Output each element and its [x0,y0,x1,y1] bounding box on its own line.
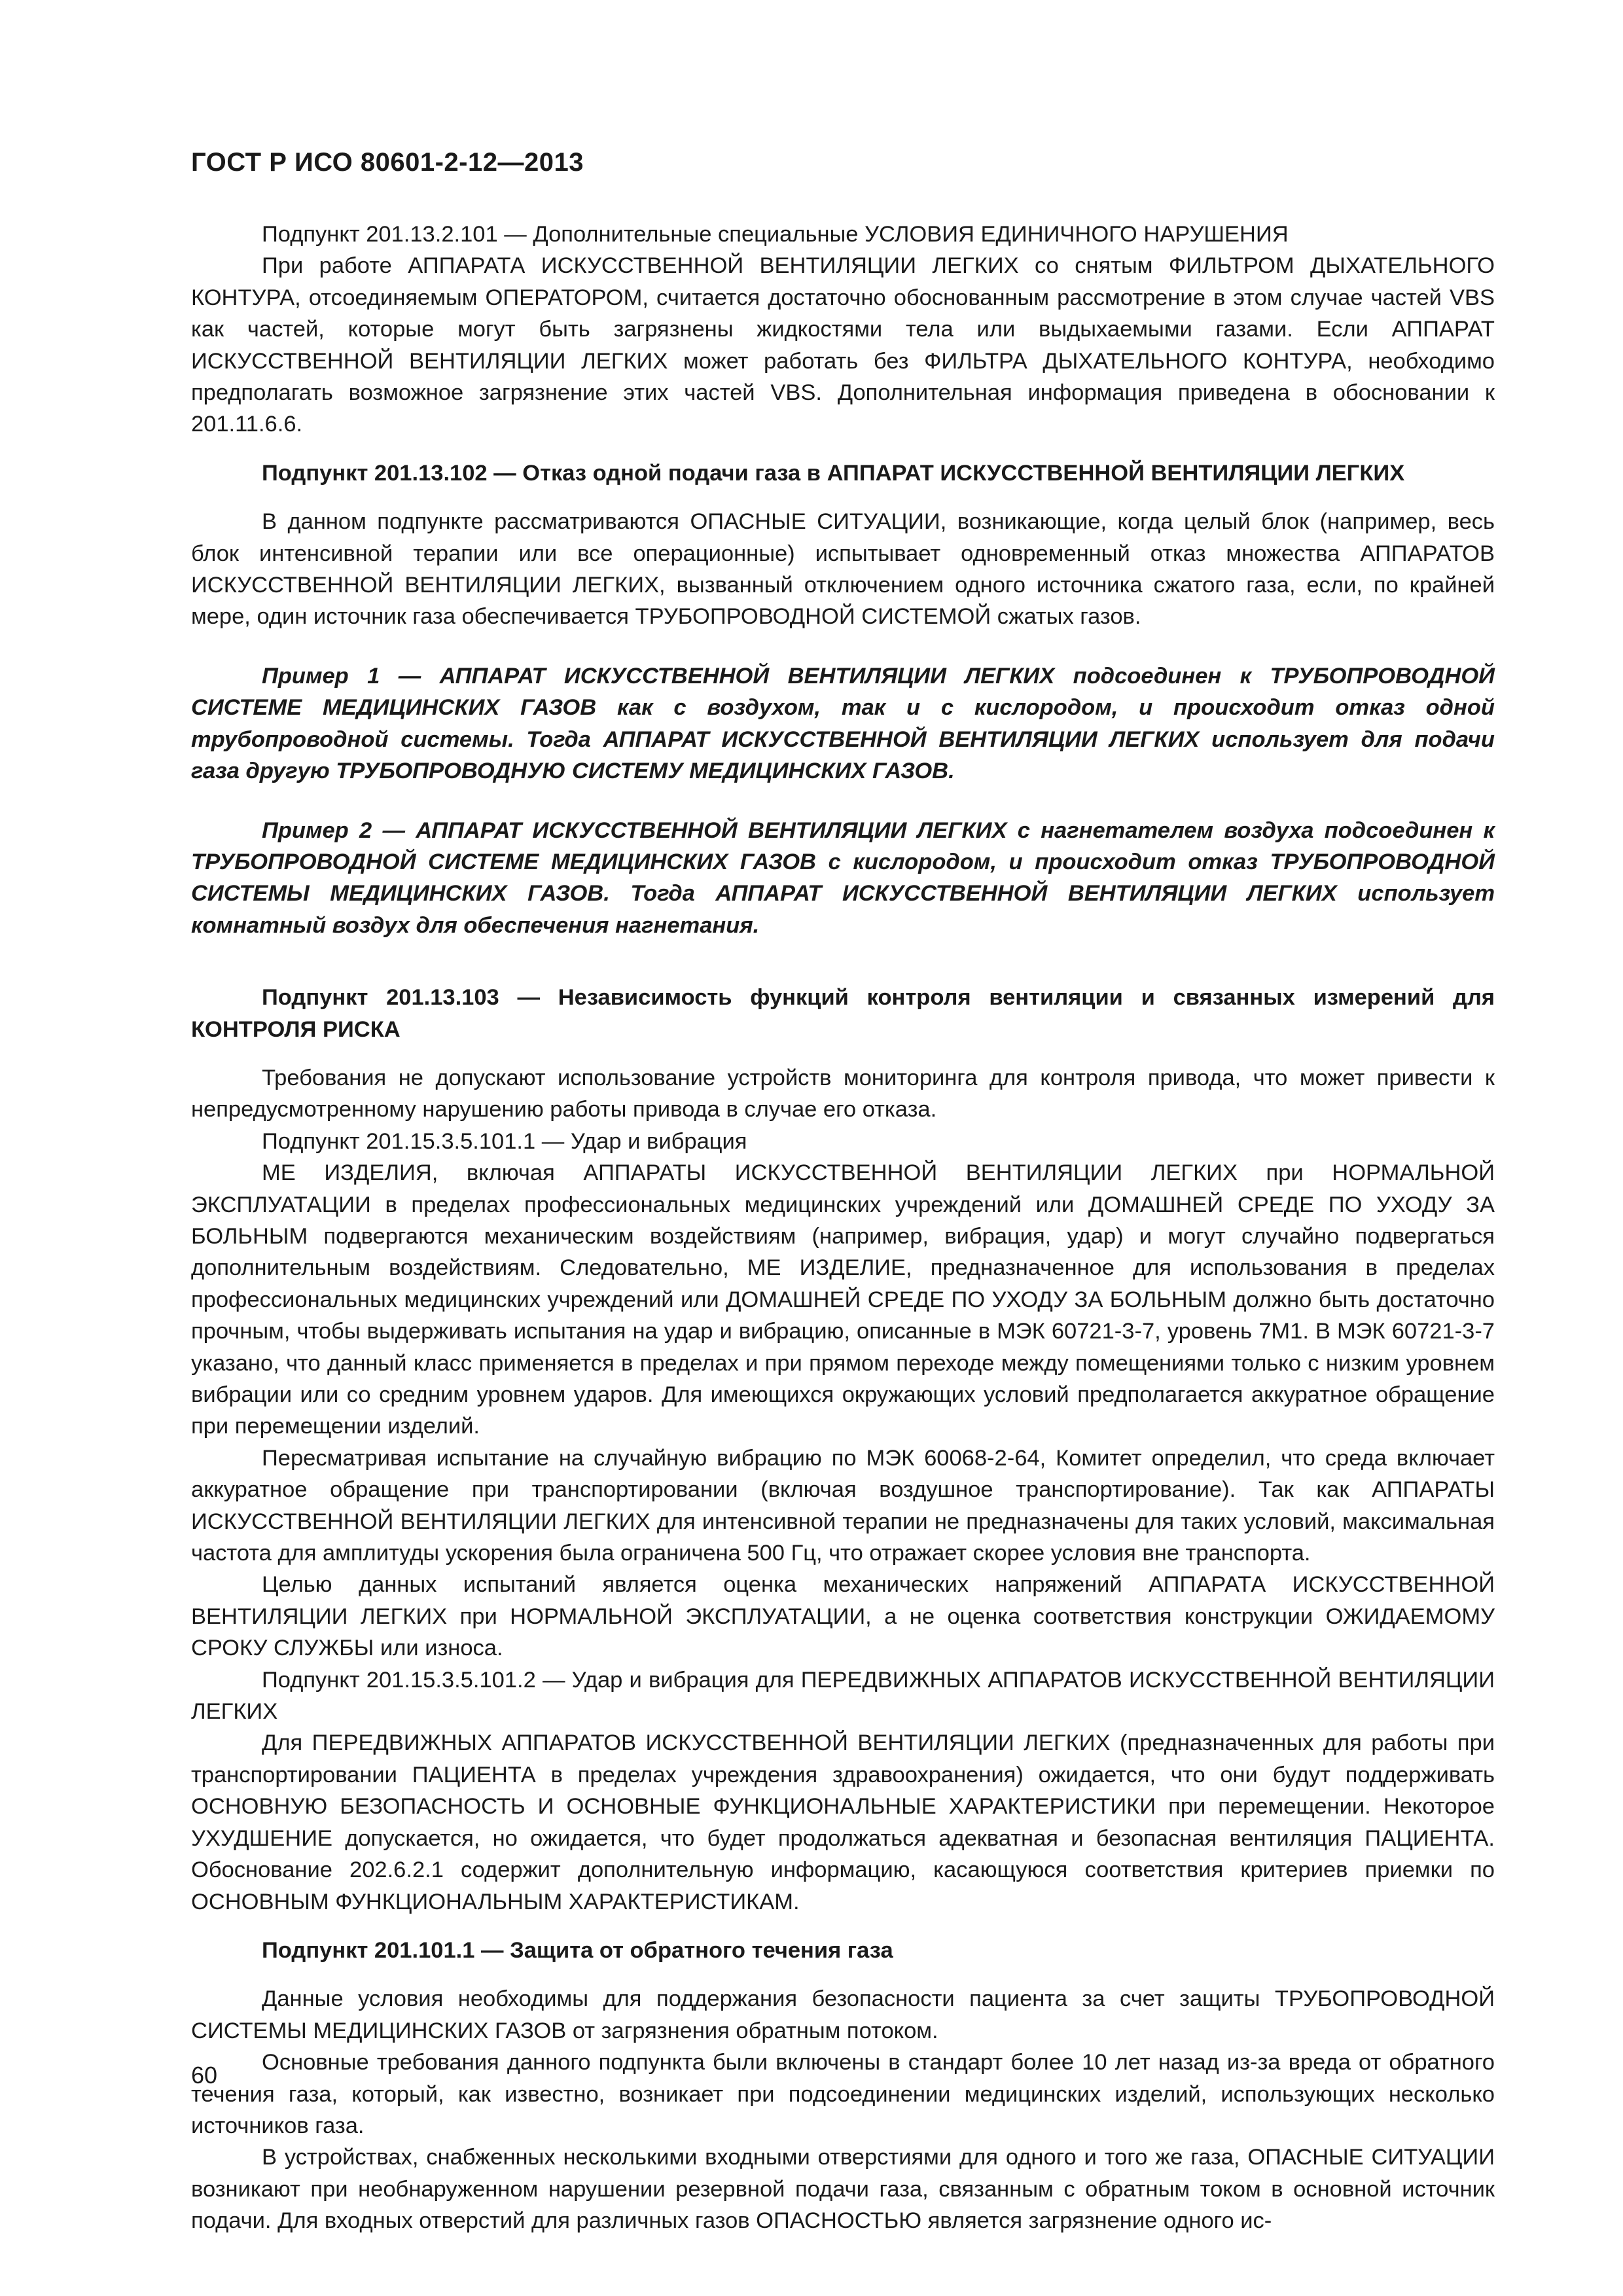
paragraph: Пересматривая испытание на случайную вибрацию по МЭК 60068-2-64, Комитет определил, что среда включает аккуратное обращение при транспортировании (включая воздушное транспортирование). Так как АППАРАТЫ ИСКУССТВЕННОЙ ВЕНТИЛЯЦИИ ЛЕГКИХ для интенсивной терапии не предназначены для таких условий, максимальная частота для амплитуды ускорения была ограничена 500 Гц, что отражает скорее условия вне транспорта. [191,1445,1495,1566]
page-number: 60 [191,2062,218,2089]
paragraph: Подпункт 201.15.3.5.101.1 — Удар и вибрация [262,1128,747,1154]
paragraph: Данные условия необходимы для поддержания безопасности пациента за счет защиты ТРУБОПРОВОДНОЙ СИСТЕМЫ МЕДИЦИНСКИХ ГАЗОВ от загрязнения обратным потоком. [191,1986,1495,2043]
section-heading: Подпункт 201.13.103 — Независимость функций контроля вентиляции и связанных измерений для КОНТРОЛЯ РИСКА [191,985,1495,1042]
document-body [191,219,1495,2237]
section-heading: Подпункт 201.13.102 — Отказ одной подачи газа в АППАРАТ ИСКУССТВЕННОЙ ВЕНТИЛЯЦИИ ЛЕГКИХ [262,460,1405,486]
example-paragraph: Пример 1 — АППАРАТ ИСКУССТВЕННОЙ ВЕНТИЛЯЦИИ ЛЕГКИХ подсоединен к ТРУБОПРОВОДНОЙ СИСТЕМЕ МЕДИЦИНСКИХ ГАЗОВ как с воздухом, так и с кислородом, и происходит отказ одной трубопроводной системы. Тогда АППАРАТ ИСКУССТВЕННОЙ ВЕНТИЛЯЦИИ ЛЕГКИХ использует для подачи газа другую ТРУБОПРОВОДНУЮ СИСТЕМУ МЕДИЦИНСКИХ ГАЗОВ. [191,663,1495,784]
paragraph: Подпункт 201.13.2.101 — Дополнительные специальные УСЛОВИЯ ЕДИНИЧНОГО НАРУШЕНИЯ [262,222,1289,247]
paragraph: Требования не допускают использование устройств мониторинга для контроля привода, что может привести к непредусмотренному нарушению работы привода в случае его отказа. [191,1065,1495,1122]
document-header: ГОСТ Р ИСО 80601-2-12—2013 [191,148,584,177]
paragraph: Подпункт 201.15.3.5.101.2 — Удар и вибрация для ПЕРЕДВИЖНЫХ АППАРАТОВ ИСКУССТВЕННОЙ ВЕНТИЛЯЦИИ ЛЕГКИХ [191,1667,1495,1725]
section-heading: Подпункт 201.101.1 — Защита от обратного течения газа [262,1937,893,1963]
paragraph: МЕ ИЗДЕЛИЯ, включая АППАРАТЫ ИСКУССТВЕННОЙ ВЕНТИЛЯЦИИ ЛЕГКИХ при НОРМАЛЬНОЙ ЭКСПЛУАТАЦИИ в пределах профессиональных медицинских учреждений или ДОМАШНЕЙ СРЕДЕ ПО УХОДУ ЗА БОЛЬНЫМ подвергаются механическим воздействиям (например, вибрация, удар) и могут случайно подвергаться дополнительным воздействиям. Следовательно, МЕ ИЗДЕЛИЕ, предназначенное для использования в пределах профессиональных медицинских учреждений или ДОМАШНЕЙ СРЕДЕ ПО УХОДУ ЗА БОЛЬНЫМ должно быть достаточно прочным, чтобы выдерживать испытания на удар и вибрацию, описанные в МЭК 60721-3-7, уровень 7M1. В МЭК 60721-3-7 указано, что данный класс применяется в пределах и при прямом переходе между помещениями только с низким уровнем вибрации или со средним уровнем ударов. Для имеющихся окружающих условий предполагается аккуратное обращение при перемещении изделий. [191,1160,1495,1439]
paragraph: В данном подпункте рассматриваются ОПАСНЫЕ СИТУАЦИИ, возникающие, когда целый блок (например, весь блок интенсивной терапии или все операционные) испытывает одновременный отказ множества АППАРАТОВ ИСКУССТВЕННОЙ ВЕНТИЛЯЦИИ ЛЕГКИХ, вызванный отключением одного источника сжатого газа, если, по крайней мере, один источник газа обеспечивается ТРУБОПРОВОДНОЙ СИСТЕМОЙ сжатых газов. [191,509,1495,630]
paragraph: Основные требования данного подпункта были включены в стандарт более 10 лет назад из-за вреда от обратного течения газа, который, как известно, возникает при подсоединении медицинских изделий, использующих несколько источников газа. [191,2050,1495,2138]
paragraph: В устройствах, снабженных несколькими входными отверстиями для одного и того же газа, ОПАСНЫЕ СИТУАЦИИ возникают при необнаруженном нарушении резервной подачи газа, связанным с обратным током в основной источник подачи. Для входных отверстий для различных газов ОПАСНОСТЬЮ является загрязнение одного ис- [191,2145,1495,2234]
paragraph: Для ПЕРЕДВИЖНЫХ АППАРАТОВ ИСКУССТВЕННОЙ ВЕНТИЛЯЦИИ ЛЕГКИХ (предназначенных для работы при транспортировании ПАЦИЕНТА в пределах учреждения здравоохранения) ожидается, что они будут поддерживать ОСНОВНУЮ БЕЗОПАСНОСТЬ И ОСНОВНЫЕ ФУНКЦИОНАЛЬНЫЕ ХАРАКТЕРИСТИКИ при перемещении. Некоторое УХУДШЕНИЕ допускается, но ожидается, что будет продолжаться адекватная и безопасная вентиляция ПАЦИЕНТА. Обоснование 202.6.2.1 содержит дополнительную информацию, касающуюся соответствия критериев приемки по ОСНОВНЫМ ФУНКЦИОНАЛЬНЫМ ХАРАКТЕРИСТИКАМ. [191,1731,1495,1914]
example-paragraph: Пример 2 — АППАРАТ ИСКУССТВЕННОЙ ВЕНТИЛЯЦИИ ЛЕГКИХ с нагнетателем воздуха подсоединен к ТРУБОПРОВОДНОЙ СИСТЕМЕ МЕДИЦИНСКИХ ГАЗОВ с кислородом, и происходит отказ ТРУБОПРОВОДНОЙ СИСТЕМЫ МЕДИЦИНСКИХ ГАЗОВ. Тогда АППАРАТ ИСКУССТВЕННОЙ ВЕНТИЛЯЦИИ ЛЕГКИХ использует комнатный воздух для обеспечения нагнетания. [191,817,1495,938]
paragraph: Целью данных испытаний является оценка механических напряжений АППАРАТА ИСКУССТВЕННОЙ ВЕНТИЛЯЦИИ ЛЕГКИХ при НОРМАЛЬНОЙ ЭКСПЛУАТАЦИИ, а не оценка соответствия конструкции ОЖИДАЕМОМУ СРОКУ СЛУЖБЫ или износа. [191,1572,1495,1661]
paragraph: При работе АППАРАТА ИСКУССТВЕННОЙ ВЕНТИЛЯЦИИ ЛЕГКИХ со снятым ФИЛЬТРОМ ДЫХАТЕЛЬНОГО КОНТУРА, отсоединяемым ОПЕРАТОРОМ, считается достаточно обоснованным рассмотрение в этом случае частей VBS как частей, которые могут быть загрязнены жидкостями тела или выдыхаемыми газами. Если АППАРАТ ИСКУССТВЕННОЙ ВЕНТИЛЯЦИИ ЛЕГКИХ может работать без ФИЛЬТРА ДЫХАТЕЛЬНОГО КОНТУРА, необходимо предполагать возможное загрязнение этих частей VBS. Дополнительная информация приведена в обосновании к 201.11.6.6. [191,253,1495,437]
